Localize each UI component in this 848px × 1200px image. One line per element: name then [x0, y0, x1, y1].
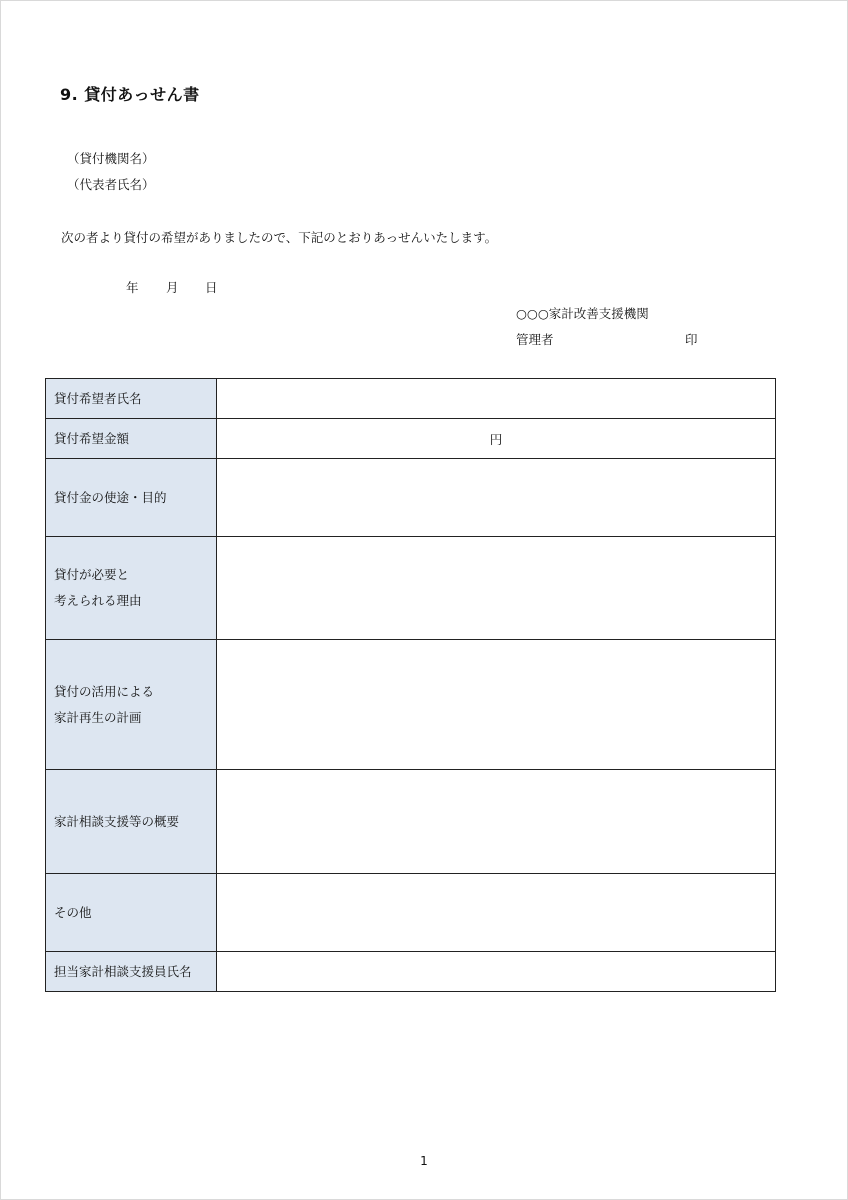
seal-label: 印 [685, 332, 698, 347]
field-support-summary[interactable] [217, 770, 776, 874]
form-row-amount [46, 419, 776, 459]
field-other[interactable] [217, 874, 776, 952]
date-day-label: 日 [205, 280, 218, 295]
document-title: 9. 貸付あっせん書 [60, 85, 200, 104]
label-amount: 貸付希望金額 [46, 419, 217, 459]
manager-label: 管理者 [516, 332, 554, 347]
field-reason[interactable] [217, 537, 776, 640]
loan-referral-form-table [45, 378, 776, 992]
label-applicant-name: 貸付希望者氏名 [46, 379, 217, 419]
form-row-reason [46, 537, 776, 640]
field-counselor-name[interactable] [217, 952, 776, 992]
form-row-plan [46, 640, 776, 770]
field-applicant-name[interactable] [217, 379, 776, 419]
field-plan[interactable] [217, 640, 776, 770]
field-amount[interactable] [217, 419, 776, 459]
form-row-support-summary [46, 770, 776, 874]
label-counselor-name: 担当家計相談支援員氏名 [46, 952, 217, 992]
field-purpose[interactable] [217, 459, 776, 537]
label-support-summary: 家計相談支援等の概要 [46, 770, 217, 874]
form-row-applicant-name [46, 379, 776, 419]
form-row-other [46, 874, 776, 952]
label-purpose: 貸付金の使途・目的 [46, 459, 217, 537]
label-reason: 貸付が必要と 考えられる理由 [46, 537, 217, 640]
yen-unit-label: 円 [489, 431, 503, 447]
form-row-counselor-name [46, 952, 776, 992]
date-month-label: 月 [166, 280, 179, 295]
label-other: その他 [46, 874, 217, 952]
page-number: 1 [420, 1154, 428, 1168]
label-plan: 貸付の活用による 家計再生の計画 [46, 640, 217, 770]
date-year-label: 年 [126, 280, 139, 295]
representative-name-label: （代表者氏名） [67, 177, 155, 192]
lender-name-label: （貸付機関名） [67, 151, 155, 166]
organization-name: ○○○家計改善支援機関 [516, 306, 649, 321]
intro-text: 次の者より貸付の希望がありましたので、下記のとおりあっせんいたします。 [61, 230, 498, 245]
form-row-purpose [46, 459, 776, 537]
